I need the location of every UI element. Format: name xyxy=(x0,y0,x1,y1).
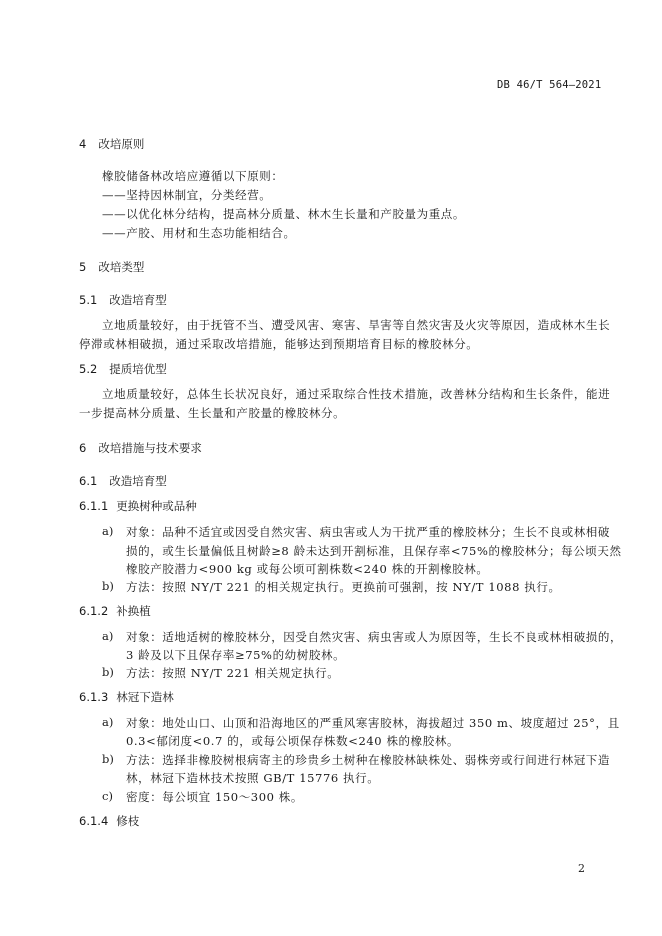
section-number: 6.1.4 xyxy=(79,814,109,828)
section-title: 提质培优型 xyxy=(109,362,167,376)
heading-section-5-2 xyxy=(79,361,167,377)
list-item: ——以优化林分结构，提高林分质量、林木生长量和产胶量为重点。 xyxy=(102,207,465,221)
list-item-label: b) xyxy=(102,579,114,593)
section-title: 改造培育型 xyxy=(109,293,167,307)
heading-section-5 xyxy=(79,259,144,275)
section-number: 5 xyxy=(79,260,87,274)
section-title: 改造培育型 xyxy=(109,474,167,488)
heading-section-6-1-3 xyxy=(79,689,174,705)
page-number: 2 xyxy=(578,862,585,875)
section-number: 6.1.3 xyxy=(79,690,109,704)
section-number: 5.1 xyxy=(79,293,98,307)
heading-section-6-1 xyxy=(79,473,167,489)
list-item-line: 对象：地处山口、山顶和沿海地区的严重风寒害胶林，海拔超过 350 m、坡度超过 25°，且 xyxy=(126,716,620,730)
section-number: 6 xyxy=(79,441,87,455)
list-item-line: 0.3<郁闭度<0.7 的，或每公顷保存株数<240 株的橡胶林。 xyxy=(126,734,460,748)
paragraph-line: 停滞或林相破损，通过采取改培措施，能够达到预期培育目标的橡胶林分。 xyxy=(79,337,479,351)
list-item-label: a) xyxy=(102,715,114,729)
list-item-line: 对象：品种不适宜或因受自然灾害、病虫害或人为干扰严重的橡胶林分；生长不良或林相破 xyxy=(126,525,610,539)
list-item-line: 方法：选择非橡胶树根病寄主的珍贵乡土树种在橡胶林缺株处、弱株旁或行间进行林冠下造 xyxy=(126,753,610,767)
list-item-line: 损的，或生长量偏低且树龄≥8 龄未达到开割标准，且保存率<75%的橡胶林分；每公顷天然 xyxy=(126,544,622,558)
list-item-line: 3 龄及以下且保存率≥75%的幼树胶林。 xyxy=(126,648,346,662)
section-title: 修枝 xyxy=(116,814,140,828)
section-title: 改培措施与技术要求 xyxy=(98,441,202,455)
section-number: 6.1.1 xyxy=(79,499,109,513)
list-item: ——产胶、用材和生态功能相结合。 xyxy=(102,226,296,240)
list-item: ——坚持因林制宜，分类经营。 xyxy=(102,188,272,202)
paragraph-line: 立地质量较好，由于抚管不当、遭受风害、寒害、旱害等自然灾害及火灾等原因，造成林木生长 xyxy=(102,318,611,332)
list-item-label: b) xyxy=(102,665,114,679)
list-item-label: b) xyxy=(102,752,114,766)
paragraph-line: 立地质量较好，总体生长状况良好，通过采取综合性技术措施，改善林分结构和生长条件，能进 xyxy=(102,387,611,401)
heading-section-6 xyxy=(79,440,202,456)
list-item-line: 橡胶产胶潜力<900 kg 或每公顷可割株数<240 株的开割橡胶林。 xyxy=(126,562,489,576)
paragraph-line: 一步提高林分质量、生长量和产胶量的橡胶林分。 xyxy=(79,406,346,420)
section-number: 5.2 xyxy=(79,362,98,376)
list-item-line: 对象：适地适树的橡胶林分，因受自然灾害、病虫害或人为原因等，生长不良或林相破损的， xyxy=(126,630,623,644)
heading-section-4 xyxy=(79,136,144,152)
list-item-label: a) xyxy=(102,629,114,643)
section-number: 6.1.2 xyxy=(79,604,109,618)
list-item-line: 方法：按照 NY/T 221 的相关规定执行。更换前可强割，按 NY/T 1088 执行。 xyxy=(126,580,561,594)
section-number: 4 xyxy=(79,137,87,151)
list-item-label: a) xyxy=(102,524,114,538)
list-item-line: 林，林冠下造林技术按照 GB/T 15776 执行。 xyxy=(126,771,380,785)
section-title: 改培原则 xyxy=(98,137,145,151)
section-number: 6.1 xyxy=(79,474,98,488)
section-title: 改培类型 xyxy=(98,260,145,274)
heading-section-6-1-2 xyxy=(79,603,151,619)
document-code: DB 46/T 564—2021 xyxy=(497,79,602,91)
heading-section-6-1-4 xyxy=(79,813,139,829)
section-title: 林冠下造林 xyxy=(116,690,174,704)
heading-section-5-1 xyxy=(79,292,167,308)
paragraph-intro: 橡胶储备林改培应遵循以下原则： xyxy=(102,169,284,183)
section-title: 补换植 xyxy=(116,604,151,618)
list-item-line: 密度：每公顷宜 150～300 株。 xyxy=(126,790,304,804)
section-title: 更换树种或品种 xyxy=(116,499,197,513)
list-item-line: 方法：按照 NY/T 221 相关规定执行。 xyxy=(126,666,340,680)
heading-section-6-1-1 xyxy=(79,498,197,514)
list-item-label: c) xyxy=(102,789,113,803)
